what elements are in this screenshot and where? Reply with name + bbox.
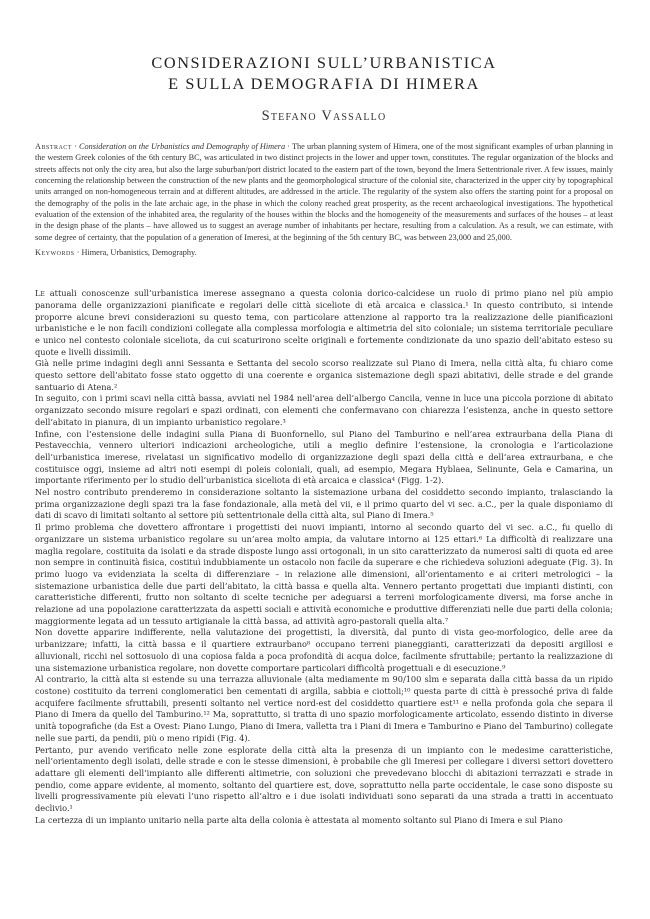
abstract: Abstract · Consideration on the Urbanistics and Demography of Himera · The urban planning system of Himera, one of the most significant examples of urban planning in the western Greek colonies of the 6th century BC, was articulated in two distinct projects in the lower and upper town, constitutes. The regular organization of the blocks and streets affects not only the city area, but also the large suburban/port district located to the eastern part of the town, beyond the Imera Settentrionale river. A few issues, mainly concerning the relationship between the construction of the new plants and the geomorphological structure of the colonial site, characterized in the upper city by topographical units arranged on non-homogeneous terrain and at different altitudes, are addressed in the article. The regularity of the system also offers the starting point for a proposal on the demography of the polis in the late archaic age, in the phase in which the colony reached great prosperity, as the recent archaeological investigations. The hypothetical evaluation of the extension of the inhabited area, the regularity of the houses within the blocks and the homogeneity of the measurements and surfaces of the houses – at least in the design phase of the plants – have allowed us to suggest an average number of inhabitants per hectare, resulting from a calculation. As a result, we can estimate, with some degree of certainty, that the population of a generation of Imeresi, at the beginning of the 5th century BC, was between 23,000 and 25,000. xyxy=(35,142,613,242)
keywords-label: Keywords xyxy=(35,248,75,258)
body-paragraph: Già nelle prime indagini degli anni Sessanta e Settanta del secolo scorso realizzate sul Piano di Imera, nella città alta, fu chiaro come questo settore dell’abitato fosse stato oggetto di una coerente e organica sistemazione degli spazi abitativi, delle strade e del grande santuario di Atena.² xyxy=(35,358,613,392)
abstract-title: Consideration on the Urbanistics and Demography of Himera xyxy=(79,142,286,151)
keywords-text: · Himera, Urbanistics, Demography. xyxy=(74,248,197,258)
body-paragraph: Nel nostro contributo prenderemo in considerazione soltanto la sistemazione urbana del cosiddetto secondo impianto, tralasciando la prima organizzazione degli spazi tra la fase fondazionale, alla metà del vii, e il primo quarto del vi sec. a.C., per la quale disponiamo di dati di scavo di limitati soltanto al settore più settentrionale della città alta, sul Piano di Imera.⁵ xyxy=(35,487,613,521)
body-paragraph: Al contrario, la città alta si estende su una terrazza alluvionale (alta mediamente m 90/100 slm e separata dalla città bassa da un ripido costone) costituito da terreni conglomeratici ben cementati di argilla, sabbia e ciottoli;¹⁰ questa parte di città è pressoché priva di falde acquifere facilmente sfruttabili, presenti soltanto nel vertice nord-est del cosiddetto quartiere est¹¹ e nella profonda gola che separa il Piano di Imera da quello del Tamburino.¹² Ma, soprattutto, si tratta di uno spazio morfologicamente articolato, essendo distinto in diverse unità topografiche (da Est a Ovest: Piano Lungo, Piano di Imera, valletta tra i Piani di Imera e Tamburino e Piano del Tamburino) collegate nelle sue parti, da pendii, più o meno ripidi (Fig. 4). xyxy=(35,674,613,743)
body-paragraph: In seguito, con i primi scavi nella città bassa, avviati nel 1984 nell’area dell’albergo Cancila, venne in luce una piccola porzione di abitato organizzato secondo misure regolari e spazi ordinati, con elementi che confermavano con chiarezza l’esistenza, anche in questo settore dell’abitato in pianura, di un impianto urbanistico regolare.³ xyxy=(35,393,613,427)
body-paragraph: Le attuali conoscenze sull’urbanistica imerese assegnano a questa colonia dorico-calcidese un ruolo di primo piano nel più ampio panorama delle organizzazioni pianificate e regolari delle città siceliote di età arcaica e classica.¹ In questo contributo, si intende proporre alcune brevi considerazioni su questo tema, con particolare attenzione al rapporto tra la realizzazione delle pianificazioni urbanistiche e le non facili condizioni collegate alla complessa morfologia e altimetria del sito coloniale; un sistema territoriale peculiare e unico nel contesto coloniale siceliota, da cui scaturirono scelte originali e fortemente condizionate da uno spazio dell’abitato esteso su quote e livelli dissimili. xyxy=(35,288,613,357)
body-paragraph: Infine, con l’estensione delle indagini sulla Piana di Buonfornello, sul Piano del Tamburino e nell’area extraurbana della Piana di Pestavecchia, vennero ulteriori indicazioni archeologiche, utili a meglio definire l’estensione, la cronologia e l’articolazione dell’urbanistica imerese, rivelatasi un significativo modello di organizzazione degli spazi della città e dell’area extraurbana, e che costituisce oggi, insieme ad altri noti esempi di poleis coloniali, quali, ad esempio, Megara Hyblaea, Selinunte, Gela e Camarina, un importante riferimento per lo studio dell’urbanistica siceliota di età arcaica e classica⁴ (Figg. 1-2). xyxy=(35,428,613,486)
body-paragraph: Non dovette apparire indifferente, nella valutazione dei progettisti, la diversità, dal punto di vista geo-morfologico, delle aree da urbanizzare; infatti, la città bassa e il quartiere extraurbano⁸ occupano terreni pianeggianti, caratterizzati da depositi argillosi e alluvionali, ricchi nel sottosuolo di una copiosa falda a poca profondità di acqua dolce, facilmente sfruttabile; pertanto la realizzazione di una sistemazione urbanistica regolare, non dovette comportare particolari difficoltà progettuali e di esecuzione.⁹ xyxy=(35,627,613,673)
title-line-2: E SULLA DEMOGRAFIA DI HIMERA xyxy=(168,74,480,93)
article-page xyxy=(35,52,613,826)
title-line-1: CONSIDERAZIONI SULL’URBANISTICA xyxy=(151,53,497,72)
abstract-text: · The urban planning system of Himera, one of the most significant examples of urban planning in the western Greek colonies of the 6th century BC, was articulated in two distinct projects in the lower and upper town, constitutes. The regular organization of the blocks and streets affects not only the city area, but also the large suburban/port district located to the eastern part of the town, beyond the Imera Settentrionale river. A few issues, mainly concerning the relationship between the construction of the new plants and the geomorphological structure of the colonial site, characterized in the upper city by topographical units arranged on non-homogeneous terrain and at different altitudes, are addressed in the article. The regularity of the system also offers the starting point for a proposal on the demography of the polis in the late archaic age, in the phase in which the colony reached great prosperity, as the recent archaeological investigations. The hypothetical evaluation of the extension of the inhabited area, the regularity of the houses within the blocks and the homogeneity of the measurements and surfaces of the houses – at least in the design phase of the plants – have allowed us to suggest an average number of inhabitants per hectare, resulting from a calculation. As a result, we can estimate, with some degree of certainty, that the population of a generation of Imeresi, at the beginning of the 5th century BC, was between 23,000 and 25,000. xyxy=(35,142,613,242)
body-paragraph: Pertanto, pur avendo verificato nelle zone esplorate della città alta la presenza di un impianto con le medesime caratteristiche, nell’orientamento degli isolati, delle strade e con le stesse dimensioni, è probabile che gli Imeresi per collegare i diversi settori dovettero adattare gli elementi dell’impianto alle differenti altimetrie, con soluzioni che prevedevano blocchi di abitazioni terrazzati e strade in pendio, come appare evidente, al momento, soltanto del quartiere est, dove, soprattutto nella parte occidentale, le case sono disposte su livelli progressivamente più elevati l’uno rispetto all’altro e i due isolati individuati sono separati da una strada a tratti in accentuato declivio.¹ xyxy=(35,744,613,814)
author-name: Stefano Vassallo xyxy=(261,108,387,124)
paragraph-first-word: Le xyxy=(35,288,45,299)
body-paragraph: Il primo problema che dovettero affrontare i progettisti dei nuovi impianti, intorno al secondo quarto del vi sec. a.C., fu quello di organizzare un sistema urbanistico regolare su un’area molto ampia, da valutare intorno ai 125 ettari.⁶ La difficoltà di realizzare una maglia regolare, costituita da isolati e da strade disposte lungo assi ortogonali, in un sito caratterizzato da numerosi salti di quota ed aree non sempre in continuità fisica, costituì indubbiamente un ostacolo non facile da superare e che richiedeva soluzioni adeguate (Fig. 3). In primo luogo va evidenziata la scelta di differenziare – in relazione alle dimensioni, all’orientamento e ai criteri metrologici – la sistemazione urbanistica delle due parti dell’abitato, la città bassa e quella alta. Vennero pertanto progettati due impianti distinti, con caratteristiche differenti, frutto non soltanto di scelte tecniche per adeguarsi a terreni morfologicamente diversi, ma forse anche in relazione ad una popolazione caratterizzata da aspetti sociali e attività economiche e produttive differenziati nelle due parti della colonia; maggiormente legata ad un tessuto artigianale la città bassa, ad attività agro-pastorali quella alta.⁷ xyxy=(35,522,613,626)
keywords xyxy=(35,247,613,258)
article-title xyxy=(35,52,613,94)
body-paragraph: La certezza di un impianto unitario nella parte alta della colonia è attestata al momento soltanto sul Piano di Imera e sul Piano xyxy=(35,814,563,825)
article-body xyxy=(35,288,613,826)
abstract-label: Abstract xyxy=(35,142,72,151)
